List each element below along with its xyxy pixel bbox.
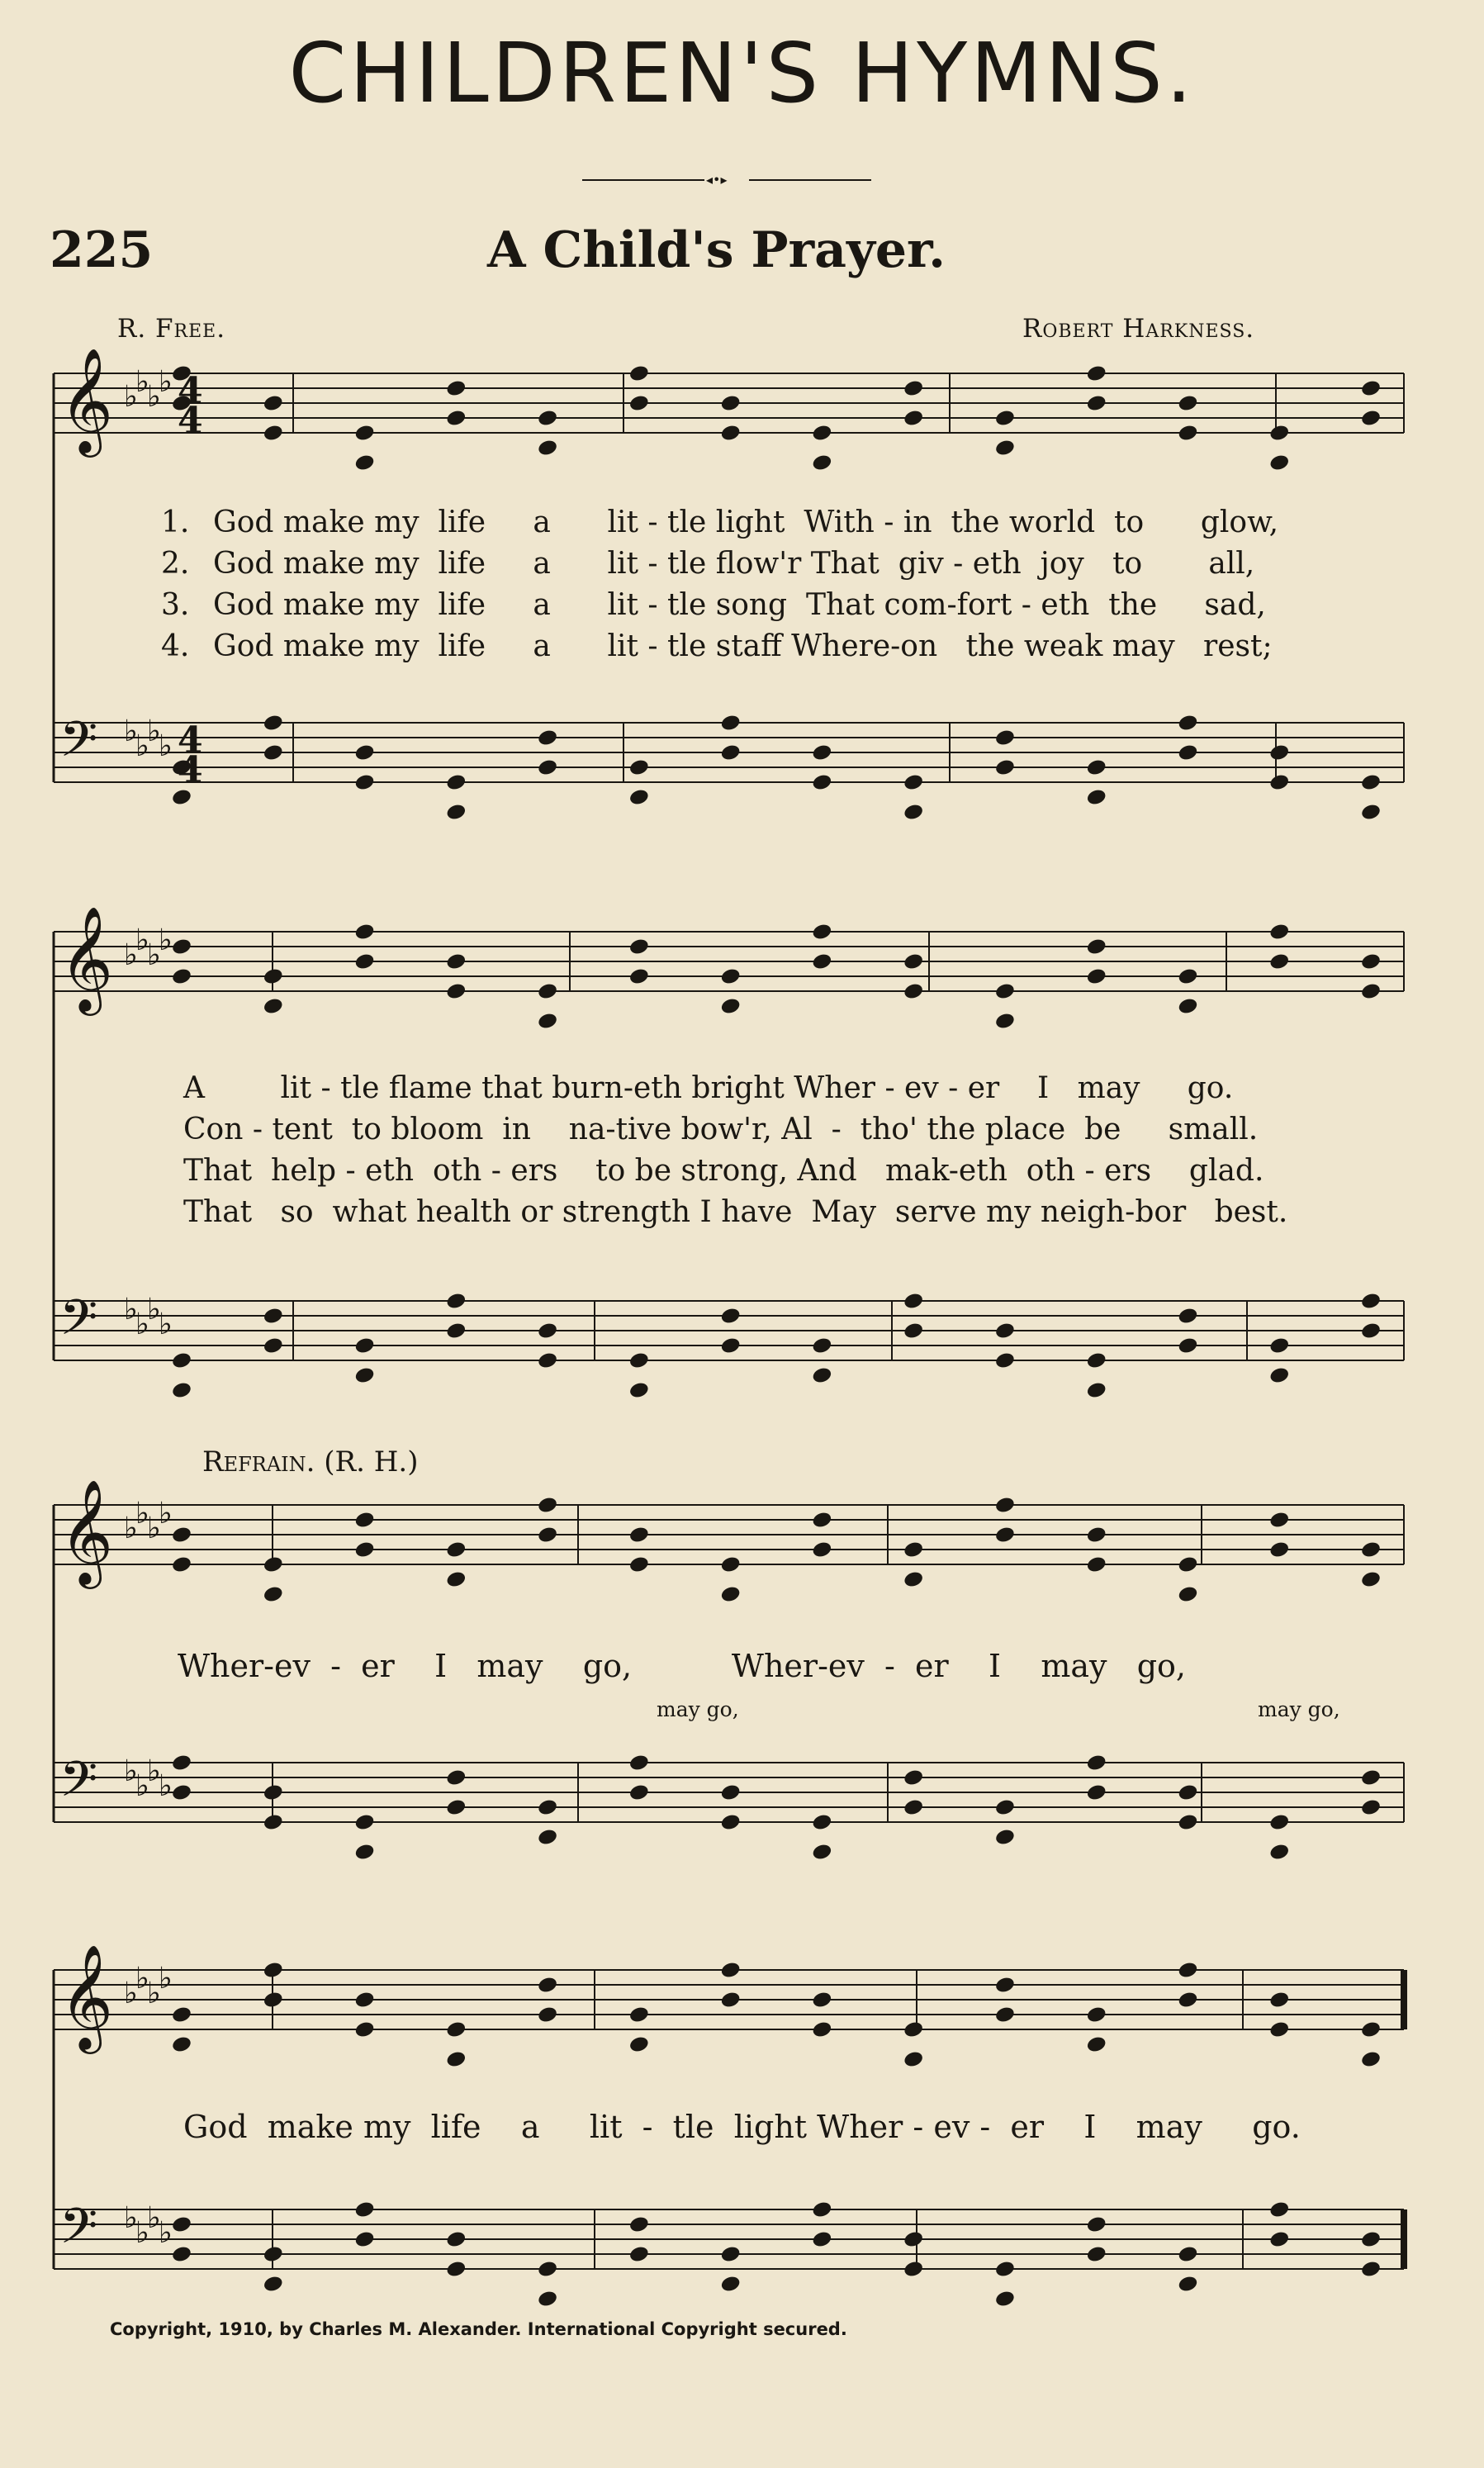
note-head (628, 2035, 650, 2054)
note-head (903, 952, 924, 971)
note-head (445, 1292, 467, 1311)
flat-icon: ♭ (147, 1754, 161, 1788)
verse-number: 4. (161, 629, 190, 663)
refrain-label: Refrain. (R. H.) (202, 1445, 419, 1478)
verse-3-line-1 (0, 588, 1484, 621)
note-head (720, 1307, 742, 1326)
note-head (445, 2050, 467, 2069)
note-head (353, 773, 375, 792)
note-head (1360, 1292, 1382, 1311)
note-head (720, 743, 742, 762)
note-head (811, 1511, 832, 1530)
flat-icon: ♭ (135, 365, 149, 399)
note-head (628, 1526, 650, 1545)
flat-icon: ♭ (124, 1754, 138, 1788)
note-head (1268, 2020, 1290, 2039)
note-head (353, 1336, 375, 1355)
note-head (811, 1336, 832, 1355)
flat-icon: ♭ (135, 1497, 149, 1531)
note-head (903, 1540, 924, 1559)
note-head (1268, 743, 1290, 762)
note-head (537, 982, 558, 1001)
note-head (811, 2020, 832, 2039)
note-head (628, 1754, 650, 1773)
flat-icon: ♭ (124, 714, 138, 748)
flat-icon: ♭ (124, 1977, 138, 2010)
note-head (263, 1336, 284, 1355)
note-head (537, 439, 558, 458)
flat-icon: ♭ (159, 1497, 173, 1531)
note-head (811, 2230, 832, 2249)
note-head (994, 758, 1016, 777)
note-head (1086, 2215, 1107, 2234)
note-head (445, 1798, 467, 1817)
note-head (1360, 2020, 1382, 2039)
flat-icon: ♭ (159, 365, 173, 399)
flat-icon: ♭ (147, 1512, 161, 1545)
note-head (1177, 1991, 1198, 2010)
note-head (1360, 409, 1382, 428)
note-head (353, 2200, 375, 2219)
note-head (445, 379, 467, 398)
note-head (1268, 1511, 1290, 1530)
note-head (353, 1366, 375, 1385)
note-head (445, 773, 467, 792)
flat-icon: ♭ (135, 1962, 149, 1996)
note-head (1086, 2245, 1107, 2264)
note-head (263, 2275, 284, 2294)
note-head (903, 1292, 924, 1311)
verse-number: 1. (161, 505, 190, 539)
bass-clef-icon: 𝄢 (59, 2197, 98, 2266)
flat-icon: ♭ (147, 380, 161, 414)
note-head (811, 1366, 832, 1385)
time-signature: 4 (178, 400, 203, 442)
note-head (1177, 1783, 1198, 1802)
time-signature: 4 (178, 749, 203, 791)
bass-clef-icon: 𝄢 (59, 710, 98, 780)
note-head (994, 409, 1016, 428)
verse-text: God make my life a lit - tle song That com-fort - eth the sad, (213, 588, 1266, 622)
bass-clef-icon: 𝄢 (59, 1289, 98, 1358)
treble-clef-icon: 𝄞 (59, 347, 114, 453)
verse-2-line-1 (0, 547, 1484, 580)
note-head (445, 1768, 467, 1787)
note-head (1360, 1768, 1382, 1787)
note-head (628, 937, 650, 956)
flat-icon: ♭ (124, 380, 138, 414)
note-head (811, 1540, 832, 1559)
note-head (903, 2230, 924, 2249)
note-head (720, 1783, 742, 1802)
note-head (353, 923, 375, 942)
note-head (628, 758, 650, 777)
note-head (1268, 923, 1290, 942)
note-head (811, 2200, 832, 2219)
note-head (1177, 2245, 1198, 2264)
note-head (720, 1991, 742, 2010)
verse-number: 3. (161, 588, 190, 622)
note-head (1086, 2005, 1107, 2024)
note-head (903, 2020, 924, 2039)
flat-icon: ♭ (124, 1512, 138, 1545)
note-head (1177, 743, 1198, 762)
note-head (537, 1798, 558, 1817)
note-head (1268, 1991, 1290, 2010)
note-head (1268, 424, 1290, 443)
note-head (811, 1991, 832, 2010)
note-head (1360, 2260, 1382, 2279)
note-head (1268, 1540, 1290, 1559)
note-head (445, 1570, 467, 1589)
note-head (1268, 952, 1290, 971)
note-head (1177, 394, 1198, 413)
note-head (1268, 1813, 1290, 1832)
note-head (628, 2215, 650, 2234)
note-head (628, 1783, 650, 1802)
flat-icon: ♭ (159, 1769, 173, 1803)
note-head (263, 967, 284, 986)
flat-icon: ♭ (159, 1308, 173, 1341)
note-head (720, 714, 742, 733)
note-head (720, 997, 742, 1016)
flat-icon: ♭ (159, 2216, 173, 2250)
note-head (1360, 952, 1382, 971)
note-head (994, 1976, 1016, 1995)
note-head (1360, 1322, 1382, 1341)
note-head (903, 803, 924, 822)
note-head (263, 2245, 284, 2264)
note-head (353, 1540, 375, 1559)
flat-icon: ♭ (135, 1769, 149, 1803)
note-head (1360, 2050, 1382, 2069)
note-head (1177, 2275, 1198, 2294)
note-head (720, 2245, 742, 2264)
note-head (1086, 758, 1107, 777)
note-head (628, 1555, 650, 1574)
note-head (537, 1496, 558, 1515)
flat-icon: ♭ (159, 923, 173, 957)
note-head (263, 424, 284, 443)
note-head (628, 1381, 650, 1400)
note-head (903, 2050, 924, 2069)
note-head (994, 1526, 1016, 1545)
flat-icon: ♭ (135, 1308, 149, 1341)
note-head (994, 1012, 1016, 1031)
note-head (263, 743, 284, 762)
note-head (1360, 1798, 1382, 1817)
note-head (171, 2035, 192, 2054)
flat-icon: ♭ (159, 729, 173, 763)
note-head (628, 2005, 650, 2024)
note-head (903, 1798, 924, 1817)
note-head (903, 1322, 924, 1341)
note-head (171, 1754, 192, 1773)
note-head (171, 1555, 192, 1574)
note-head (1086, 394, 1107, 413)
note-head (1177, 997, 1198, 1016)
verse-4-line-1 (0, 629, 1484, 662)
note-head (811, 1843, 832, 1862)
verse-2-line-2: Con - tent to bloom in na-tive bow'r, Al - tho' the place be small. (183, 1113, 1259, 1146)
treble-clef-icon: 𝄞 (59, 905, 114, 1011)
note-head (171, 2245, 192, 2264)
verse-number: 2. (161, 547, 190, 581)
copyright-notice: Copyright, 1910, by Charles M. Alexander. International Copyright secured. (110, 2319, 847, 2339)
note-head (353, 424, 375, 443)
note-head (1360, 2230, 1382, 2249)
note-head (994, 982, 1016, 1001)
note-head (171, 2005, 192, 2024)
note-head (1177, 967, 1198, 986)
note-head (263, 1813, 284, 1832)
note-head (1360, 773, 1382, 792)
note-head (994, 1828, 1016, 1847)
note-head (1177, 424, 1198, 443)
verse-text: God make my life a lit - tle staff Where-on the weak may rest; (213, 629, 1273, 663)
note-head (1086, 967, 1107, 986)
note-head (1268, 1843, 1290, 1862)
verse-text: God make my life a lit - tle flow'r That giv - eth joy to all, (213, 547, 1255, 581)
note-head (445, 2020, 467, 2039)
note-head (720, 394, 742, 413)
verse-1-line-2: A lit - tle flame that burn-eth bright Wher - ev - er I may go. (183, 1071, 1234, 1105)
note-head (903, 1768, 924, 1787)
note-head (1268, 1366, 1290, 1385)
note-head (353, 1991, 375, 2010)
note-head (903, 409, 924, 428)
note-head (1086, 1555, 1107, 1574)
hymn-title: A Child's Prayer. (487, 221, 946, 279)
note-head (1177, 1585, 1198, 1604)
note-head (720, 424, 742, 443)
note-head (445, 803, 467, 822)
verse-4-line-2: That so what health or strength I have May serve my neigh-bor best. (183, 1195, 1288, 1229)
note-head (537, 729, 558, 748)
flat-icon: ♭ (124, 2201, 138, 2235)
note-head (903, 773, 924, 792)
note-head (353, 743, 375, 762)
verse-3-line-2: That help - eth oth - ers to be strong, And mak-eth oth - ers glad. (183, 1154, 1264, 1188)
flat-icon: ♭ (135, 923, 149, 957)
note-head (353, 1813, 375, 1832)
note-head (811, 453, 832, 472)
note-head (720, 2275, 742, 2294)
bass-clef-icon: 𝄢 (59, 1750, 98, 1820)
note-head (1268, 1336, 1290, 1355)
note-head (720, 1961, 742, 1980)
note-head (720, 967, 742, 986)
note-head (1268, 2230, 1290, 2249)
note-head (994, 439, 1016, 458)
flat-icon: ♭ (124, 1293, 138, 1327)
flat-icon: ♭ (147, 1977, 161, 2010)
treble-clef-icon: 𝄞 (59, 1478, 114, 1584)
note-head (171, 1381, 192, 1400)
note-head (263, 394, 284, 413)
note-head (537, 1012, 558, 1031)
section-title: CHILDREN'S HYMNS. (288, 25, 1196, 121)
flat-icon: ♭ (135, 729, 149, 763)
note-head (628, 394, 650, 413)
note-head (994, 2290, 1016, 2309)
note-head (1360, 1540, 1382, 1559)
note-head (628, 1351, 650, 1370)
flat-icon: ♭ (147, 714, 161, 748)
note-head (720, 1585, 742, 1604)
time-signature: 4 (178, 719, 203, 762)
note-head (353, 2230, 375, 2249)
note-head (353, 1511, 375, 1530)
note-head (903, 379, 924, 398)
note-head (445, 2230, 467, 2249)
time-signature: 4 (178, 370, 203, 412)
note-head (445, 409, 467, 428)
note-head (811, 424, 832, 443)
flat-icon: ♭ (135, 2216, 149, 2250)
note-head (537, 758, 558, 777)
note-head (537, 1526, 558, 1545)
note-head (445, 1322, 467, 1341)
flat-icon: ♭ (159, 1962, 173, 1996)
note-head (445, 982, 467, 1001)
note-head (537, 1351, 558, 1370)
note-head (353, 1843, 375, 1862)
note-head (1086, 1526, 1107, 1545)
note-head (811, 923, 832, 942)
note-head (1177, 1307, 1198, 1326)
note-head (537, 2005, 558, 2024)
verse-text: God make my life a lit - tle light With - in the world to glow, (213, 505, 1279, 539)
note-head (1360, 1570, 1382, 1589)
note-head (263, 1783, 284, 1802)
flat-icon: ♭ (147, 938, 161, 972)
note-head (1086, 2035, 1107, 2054)
note-head (263, 1555, 284, 1574)
note-head (1177, 1555, 1198, 1574)
note-head (537, 2290, 558, 2309)
refrain-echo-2: may go, (1258, 1697, 1340, 1721)
note-head (1268, 453, 1290, 472)
note-head (263, 1961, 284, 1980)
note-head (994, 1496, 1016, 1515)
note-head (628, 788, 650, 807)
treble-clef-icon: 𝄞 (59, 1944, 114, 2049)
note-head (537, 1828, 558, 1847)
note-head (263, 997, 284, 1016)
note-head (263, 714, 284, 733)
note-head (353, 2020, 375, 2039)
note-head (353, 453, 375, 472)
note-head (903, 2260, 924, 2279)
ornament-divider: ◂•▸ (582, 172, 871, 188)
note-head (1177, 1336, 1198, 1355)
note-head (171, 967, 192, 986)
note-head (1086, 1351, 1107, 1370)
flat-icon: ♭ (147, 1293, 161, 1327)
note-head (1177, 1961, 1198, 1980)
note-head (1086, 788, 1107, 807)
note-head (445, 2260, 467, 2279)
note-head (1360, 379, 1382, 398)
note-head (994, 2005, 1016, 2024)
note-head (537, 409, 558, 428)
note-head (1360, 982, 1382, 1001)
note-head (1086, 364, 1107, 383)
note-head (720, 1555, 742, 1574)
refrain-echo-1: may go, (657, 1697, 739, 1721)
flat-icon: ♭ (124, 938, 138, 972)
note-head (994, 1351, 1016, 1370)
note-head (994, 1322, 1016, 1341)
hymn-number: 225 (50, 221, 154, 279)
note-head (720, 1813, 742, 1832)
note-head (171, 2215, 192, 2234)
note-head (263, 1307, 284, 1326)
note-head (1086, 1381, 1107, 1400)
note-head (994, 2260, 1016, 2279)
verse-1-line-1 (0, 505, 1484, 539)
note-head (720, 1336, 742, 1355)
note-head (811, 773, 832, 792)
note-head (537, 2260, 558, 2279)
note-head (903, 982, 924, 1001)
note-head (171, 1783, 192, 1802)
flat-icon: ♭ (147, 2201, 161, 2235)
note-head (171, 1526, 192, 1545)
note-head (811, 1813, 832, 1832)
note-head (1268, 773, 1290, 792)
note-head (171, 937, 192, 956)
note-head (994, 1798, 1016, 1817)
note-head (263, 1585, 284, 1604)
note-head (445, 952, 467, 971)
note-head (1268, 2200, 1290, 2219)
note-head (903, 1570, 924, 1589)
note-head (811, 743, 832, 762)
note-head (1177, 1813, 1198, 1832)
note-head (263, 1991, 284, 2010)
note-head (628, 2245, 650, 2264)
note-head (1177, 714, 1198, 733)
note-head (628, 967, 650, 986)
note-head (811, 952, 832, 971)
note-head (1086, 1783, 1107, 1802)
note-head (1086, 937, 1107, 956)
note-head (537, 1976, 558, 1995)
note-head (628, 364, 650, 383)
composer-credit: Robert Harkness. (1022, 314, 1255, 344)
lyricist-credit: R. Free. (117, 314, 226, 344)
note-head (171, 1351, 192, 1370)
final-lyric: God make my life a lit - tle light Wher - ev - er I may go. (183, 2109, 1301, 2145)
note-head (537, 1322, 558, 1341)
refrain-lyric: Wher-ev - er I may go, Wher-ev - er I may go, (178, 1648, 1187, 1684)
note-head (445, 1540, 467, 1559)
note-head (353, 952, 375, 971)
note-head (1360, 803, 1382, 822)
note-head (1086, 1754, 1107, 1773)
note-head (994, 729, 1016, 748)
